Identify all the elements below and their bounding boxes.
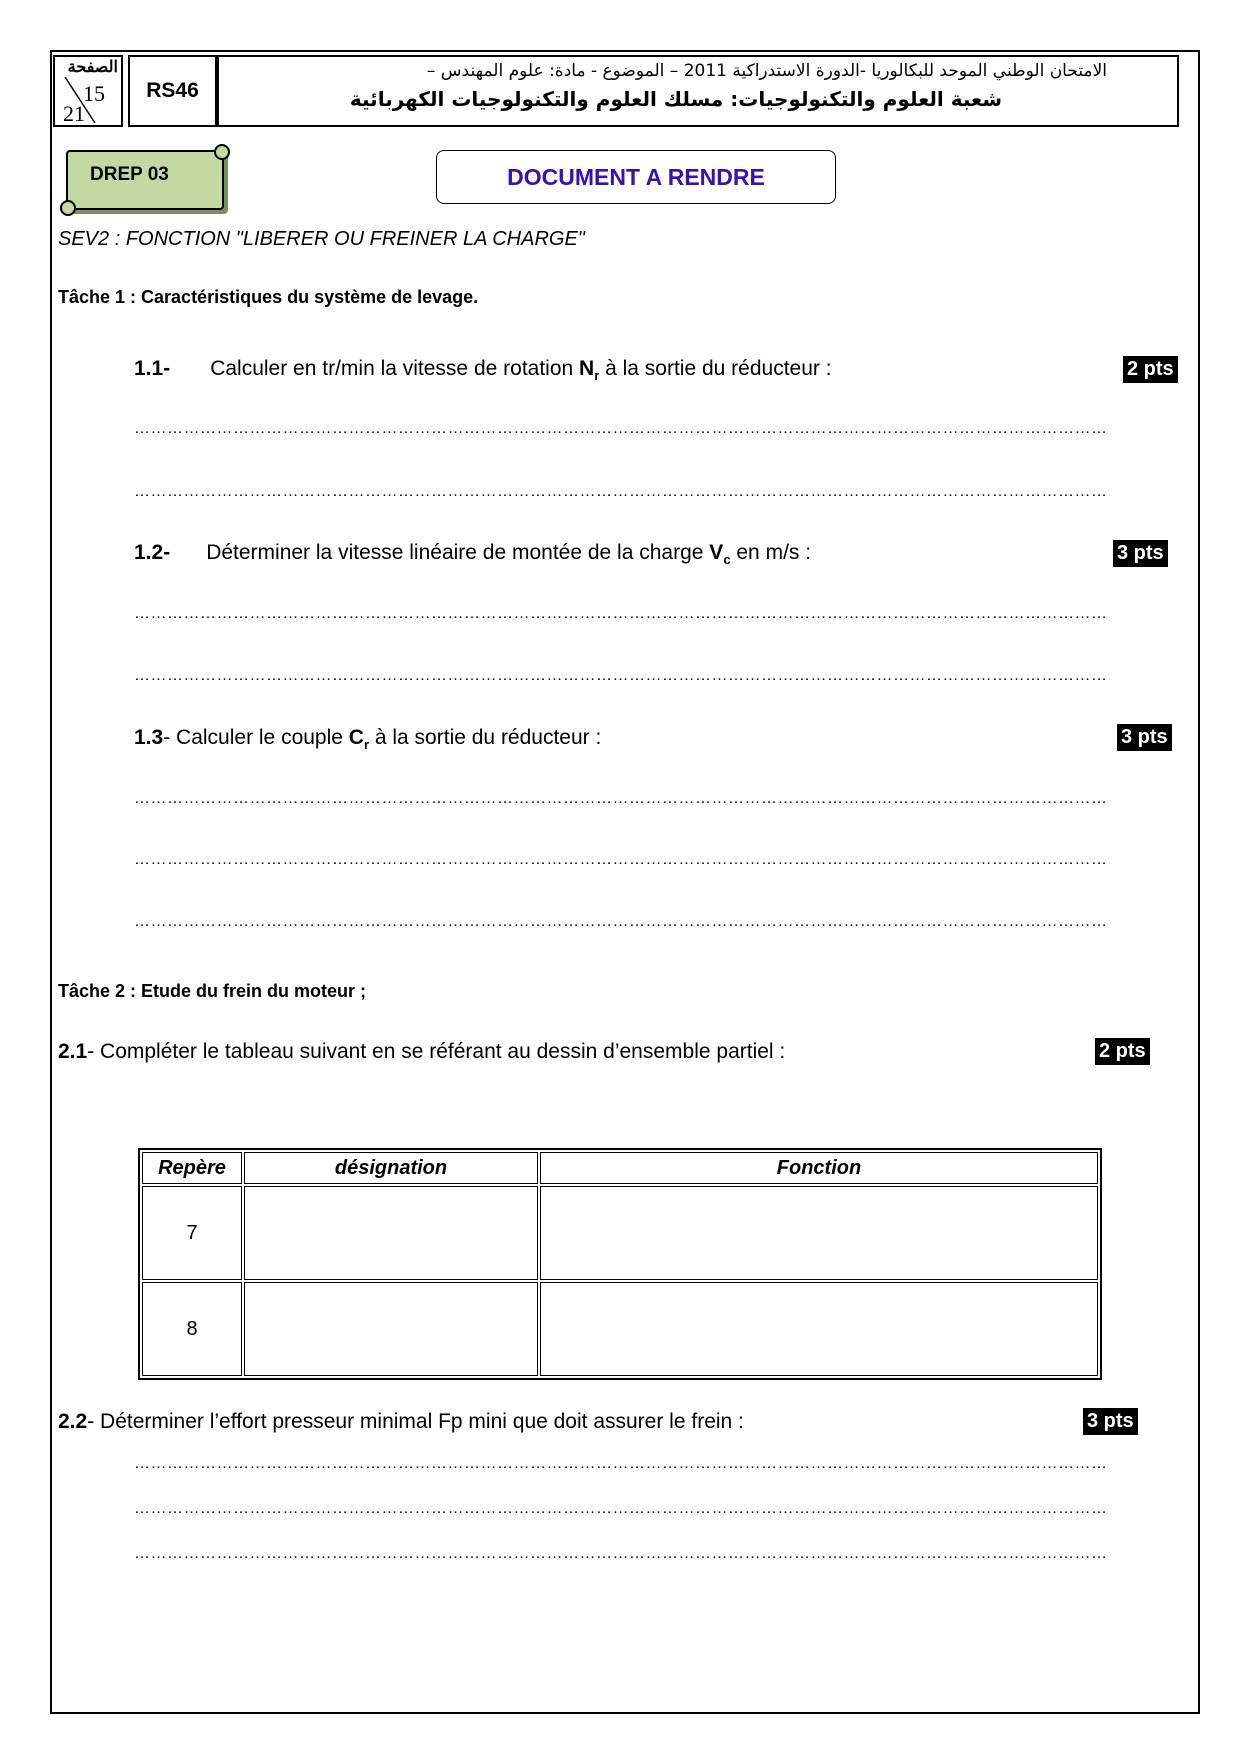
question-2-1: [58, 1040, 785, 1064]
question-1-3: [134, 726, 601, 752]
symbol-subscript: c: [723, 552, 731, 568]
task2-title: Tâche 2 : Etude du frein du moteur ;: [58, 981, 367, 1001]
question-text: - Compléter le tableau suivant en se référant au dessin d’ensemble partiel :: [87, 1040, 786, 1063]
question-number: 2.2: [58, 1410, 88, 1433]
points-badge: 2 pts: [1095, 1038, 1150, 1065]
exam-code: RS46: [128, 55, 217, 127]
question-text: en m/s :: [730, 541, 812, 564]
scroll-curl: [60, 200, 76, 216]
question-text: - Calculer le couple: [163, 726, 349, 749]
exam-title-line2: شعبة العلوم والتكنولوجيات: مسلك العلوم والتكنولوجيات الكهربائية: [349, 87, 1002, 111]
answer-line[interactable]: ……………………………………………………………………………………………………………………………………………………………: [134, 851, 1108, 868]
question-text: Déterminer la vitesse linéaire de montée de la charge: [206, 541, 710, 564]
question-number: 1.1-: [134, 357, 171, 380]
points-badge: 3 pts: [1083, 1408, 1138, 1435]
question-text: Calculer en tr/min la vitesse de rotation: [210, 357, 580, 380]
question-2-2: [58, 1410, 744, 1434]
drep-scroll-label: [66, 150, 224, 210]
document-title: DOCUMENT A RENDRE: [436, 150, 836, 204]
task1-title: Tâche 1 : Caractéristiques du système de levage.: [58, 287, 479, 307]
symbol: V: [709, 541, 724, 564]
page-total: 21: [63, 101, 85, 126]
page-number-box: [53, 55, 123, 127]
section-title: SEV2 : FONCTION "LIBERER OU FREINER LA CHARGE": [58, 228, 585, 250]
page-number: 15: [83, 81, 105, 106]
cell-designation[interactable]: [244, 1186, 538, 1280]
answer-line[interactable]: ……………………………………………………………………………………………………………………………………………………………: [134, 667, 1108, 684]
col-repere: Repère: [142, 1152, 242, 1184]
symbol: N: [579, 357, 595, 380]
col-designation: désignation: [244, 1152, 538, 1184]
question-number: 1.2-: [134, 541, 171, 564]
question-text: à la sortie du réducteur :: [599, 357, 832, 380]
page-label: الصفحة: [67, 59, 118, 76]
cell-fonction[interactable]: [540, 1186, 1098, 1280]
question-number: 2.1: [58, 1040, 88, 1063]
question-number: 1.3: [134, 726, 164, 749]
symbol: C: [348, 726, 364, 749]
symbol-subscript: r: [594, 368, 600, 384]
cell-fonction[interactable]: [540, 1282, 1098, 1376]
col-fonction: Fonction: [540, 1152, 1098, 1184]
points-badge: 2 pts: [1123, 356, 1178, 383]
exam-title-box: [217, 55, 1179, 127]
answer-line[interactable]: ……………………………………………………………………………………………………………………………………………………………: [134, 1500, 1108, 1517]
question-text: à la sortie du réducteur :: [369, 726, 602, 749]
answer-line[interactable]: ……………………………………………………………………………………………………………………………………………………………: [134, 483, 1108, 500]
cell-designation[interactable]: [244, 1282, 538, 1376]
exam-title-line1: الامتحان الوطني الموحد للبكالوريا -الدورة الاستدراكية 2011 – الموضوع - مادة: علوم المهندس –: [426, 61, 1107, 81]
answer-line[interactable]: ……………………………………………………………………………………………………………………………………………………………: [134, 913, 1108, 930]
parts-table: [138, 1148, 1102, 1380]
table-header-row: [142, 1152, 1098, 1184]
question-1-1: [134, 357, 832, 383]
table-row: [142, 1186, 1098, 1280]
points-badge: 3 pts: [1117, 724, 1172, 751]
table-row: [142, 1282, 1098, 1376]
answer-line[interactable]: ……………………………………………………………………………………………………………………………………………………………: [134, 1545, 1108, 1562]
scroll-curl: [214, 144, 230, 160]
answer-line[interactable]: ……………………………………………………………………………………………………………………………………………………………: [134, 605, 1108, 622]
drep-label: DREP 03: [90, 164, 169, 185]
question-text: - Déterminer l’effort presseur minimal Fp mini que doit assurer le frein :: [87, 1410, 744, 1433]
cell-repere: 8: [142, 1282, 242, 1376]
cell-repere: 7: [142, 1186, 242, 1280]
answer-line[interactable]: ……………………………………………………………………………………………………………………………………………………………: [134, 1455, 1108, 1472]
answer-line[interactable]: ……………………………………………………………………………………………………………………………………………………………: [134, 790, 1108, 807]
symbol-subscript: r: [363, 737, 370, 753]
points-badge: 3 pts: [1113, 540, 1168, 567]
question-1-2: [134, 541, 811, 567]
answer-line[interactable]: ……………………………………………………………………………………………………………………………………………………………: [134, 420, 1108, 437]
